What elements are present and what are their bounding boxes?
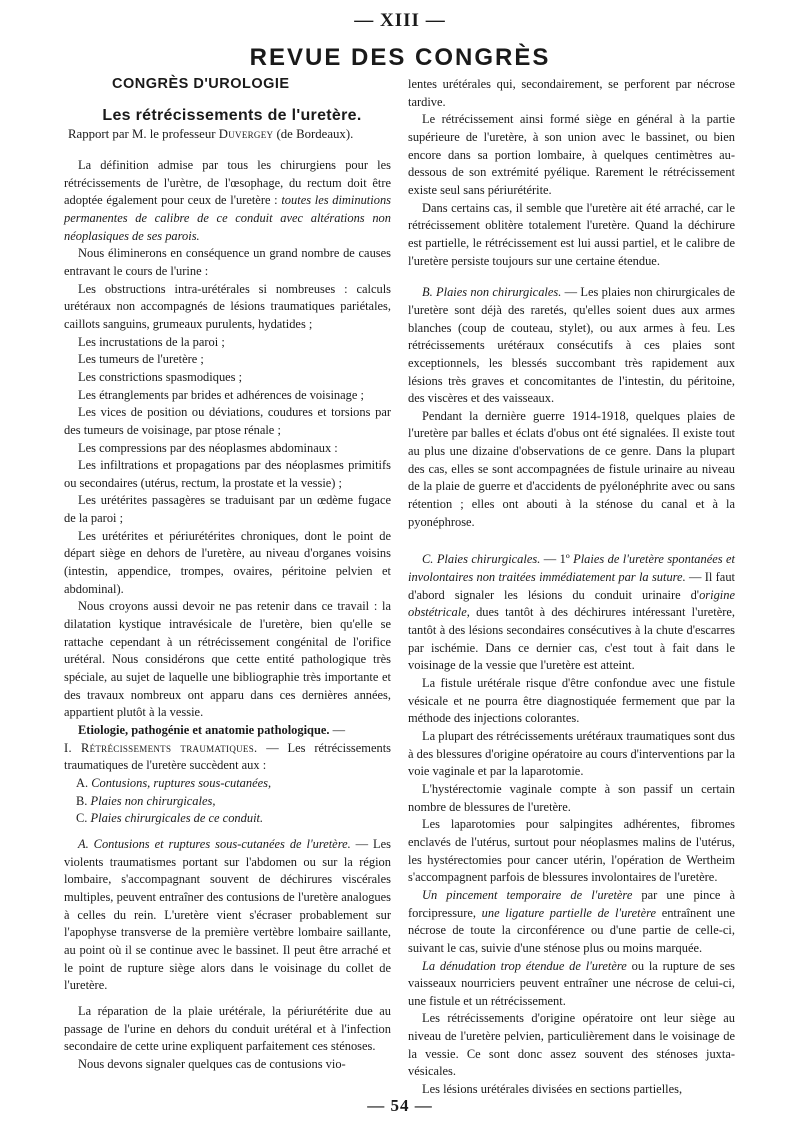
plaies-chirurgicales-text-end: , dues tantôt à des déchirures intéressant l'uretère, tantôt à des lésions secondaires consécutives à la chute d'escarres par ischémie. Dans ce dernier cas, c'est tout à fait dans le voisinage de la vessie que l'uretère est atteint. [408, 605, 735, 673]
paragraph-laparotomies: Les laparotomies pour salpingites adhérentes, fibromes enclavés de l'utérus, surtout pour néoplasmes malins de l'utérus, les hystérectomies pour cancer utérin, l'opération de Wertheim s'accompagnent parfois de blessures involontaires de l'uretère. [408, 817, 735, 885]
item-letter: C. [76, 811, 91, 826]
paragraph-siege: Le rétrécissement ainsi formé siège en général à la partie supérieure de l'uretère, à son union avec le bassinet, ou bien encore dans sa portion lombaire, à quelques centimètres au-dessous de son extrémité pyélique. Rarement le rétrécissement existe seul sans périurétérite. [408, 112, 735, 197]
byline-prefix: Rapport par M. le professeur [68, 127, 219, 141]
list-item-b [64, 793, 391, 811]
list-item: Les étranglements par brides et adhérences de voisinage ; [78, 387, 364, 402]
heading-dash: — [329, 723, 346, 737]
item-b-text: Plaies non chirurgicales, [90, 793, 216, 808]
paragraph-plaies-chirurgicales [408, 551, 735, 675]
right-column [408, 76, 735, 1099]
item-letter: A. [76, 775, 92, 790]
item-c-text: Plaies chirurgicales de ce conduit. [90, 811, 264, 826]
masthead-title: REVUE DES CONGRÈS [249, 44, 551, 71]
list-item: Les constrictions spasmodiques ; [78, 369, 243, 384]
paragraph-fistule: La fistule urétérale risque d'être confondue avec une fistule vésicale et ne pourra être diagnostiquée fermement que par la méthode des injections colorantes. [408, 676, 735, 726]
page-number: — 54 — [367, 1096, 433, 1115]
list-item: Les urétérites et périurétérites chroniques, dont le point de départ siège en dehors de l'uretère, au niveau d'organes voisins (intestin, appendice, trompes, ovaires, péritoine pelvien et abdominal). [64, 528, 391, 596]
paragraph-dilatation: Nous croyons aussi devoir ne pas retenir dans ce travail : la dilatation kystique intravésicale de l'uretère, bien qu'elle se rattache cependant à un rétrécissement congénital de l'orifice urétéral. Nous considérons que cette entité pathologique très spéciale, au sujet de laquelle une bibliographie très importante et des travaux nombreux ont apparu dans ces dernières années, appartient plutôt à la vessie. [64, 599, 391, 720]
etiologie-heading: Etiologie, pathogénie et anatomie pathologique. [78, 723, 330, 737]
paragraph-pincement [408, 887, 735, 958]
list-item: Les compressions par des néoplasmes abdominaux : [78, 440, 338, 455]
paragraph-denudation [408, 958, 735, 1011]
list-item: Les infiltrations et propagations par des néoplasmes primitifs ou secondaires (utérus, rectum, la prostate et la vessie) ; [64, 458, 391, 490]
list-item: Les urétérites passagères se traduisant par un œdème fugace de la paroi ; [64, 493, 391, 526]
article-title: Les rétrécissements de l'uretère. [102, 107, 362, 124]
origine-obstetricale: origine obstétricale [408, 587, 735, 620]
paragraph-hysterectomie: L'hystérectomie vaginale compte à son passif un certain nombre de blessures de l'uretère. [408, 781, 735, 814]
byline-author: Duvergey [218, 127, 274, 141]
pincement-text-end: entraînent une nécrose de toute la circonférence ou d'une partie de celle-ci, suivant le cas, suivie d'une sténose plus ou moins marquée. [408, 905, 736, 955]
definition-italic: toutes les diminutions permanentes de calibre de ce conduit avec altérations non néoplasiques de ses parois. [64, 193, 391, 243]
left-column [64, 157, 391, 1073]
traumatiques-heading: I. Rétrécissements traumatiques. [64, 740, 258, 755]
item-letter: B. [76, 793, 91, 808]
paragraph-origine-operatoire: Les rétrécissements d'origine opératoire ont leur siège au niveau de l'uretère pelvien, particulièrement dans le voisinage de la vessie. Ce sont donc assez souvent des sténoses juxta-vésicales. [408, 1011, 735, 1079]
ligature-italic: une ligature partielle de l'uretère [481, 905, 657, 920]
paragraph-guerre: Pendant la dernière guerre 1914-1918, quelques plaies de l'uretère par balles et éclats d'obus ont été signalées. Il existe tout au plus une dizaine d'observations de ce genre. Dans la plupart des cas, elles se sont accompagnées de fistule urinaire au niveau de la plaie de guerre et d'accidents de pyélonéphrite avec ou sans rétention ; elles ont abouti à la sténose du canal et à la pyonéphrose. [408, 408, 735, 529]
paragraph-lesions-divisees: Les lésions urétérales divisées en sections partielles, [422, 1082, 683, 1097]
paragraph-plupart: La plupart des rétrécissements urétéraux traumatiques sont dus à des blessures d'origine opératoire au cours d'interventions par la voie vaginale et par la laparotomie. [408, 728, 735, 779]
list-item: Les vices de position ou déviations, coudures et torsions par des tumeurs de voisinage, par ptose rénale ; [64, 405, 391, 437]
pincement-italic: Un pincement temporaire de l'uretère [422, 887, 633, 902]
contusions-heading: A. Contusions et ruptures sous-cutanées de l'uretère. [78, 836, 351, 851]
section-heading: CONGRÈS D'UROLOGIE [112, 76, 290, 92]
plaies-chirurgicales-number: — 1º [540, 552, 574, 567]
definition-text: La définition admise par tous les chirurgiens pour les rétrécissements de l'urètre, de l'œsophage, du rectum doit être adoptée également pour ceux de l'uretère : [64, 158, 391, 208]
paragraph-arrache: Dans certains cas, il semble que l'uretère ait été arraché, car le rétrécissement oblitère totalement l'uretère. Quand la déchirure est partielle, le rétrécissement est lui aussi partiel, et le calibre de l'uretère persiste toujours sur une certaine étendue. [408, 200, 735, 268]
plaies-non-chirurgicales-text: — Les plaies non chirurgicales de l'uretère sont déjà des raretés, qu'elles soient dues aux armes blanches (coup de couteau, stylet), ou aux armes à feu. Les rétrécissements urétéraux consécutifs à ces plaies sont exceptionnels, les blessés succombant très rapidement aux lésions très graves et concomitantes de l'intestin, du péritoine, des viscères et des vaisseaux. [408, 285, 735, 406]
denudation-text: ou la rupture de ses vaisseaux nourriciers peuvent entraîner une nécrose de celui-ci, une fistule et un rétrécissement. [408, 958, 735, 1008]
contusions-text: — Les violents traumatismes portant sur l'abdomen ou sur la région lombaire, s'accompagnant souvent de déchirures viscérales multiples, peuvent entraîner des contusions de l'uretère analogues à celles du rein. L'uretère vient s'écraser probablement sur l'apophyse transverse de la première vertèbre lombaire saillante, au point où il se continue avec le bassinet. Il peut être arraché et le point de rupture siège alors dans le voisinage du collet de l'uretère. [64, 836, 391, 993]
plaies-chirurgicales-heading: C. Plaies chirurgicales. [422, 552, 541, 567]
list-item: Les incrustations de la paroi ; [78, 334, 225, 349]
paragraph-traumatiques [64, 740, 391, 775]
paragraph-exclusions: Nous éliminerons en conséquence un grand nombre de causes entravant le cours de l'urine : [64, 246, 391, 278]
plaies-non-chirurgicales-heading: B. Plaies non chirurgicales. [422, 285, 562, 300]
item-a-text: Contusions, ruptures sous-cutanées, [91, 775, 272, 790]
article-byline [68, 127, 398, 142]
denudation-italic: La dénudation trop étendue de l'uretère [422, 958, 627, 973]
list-item-a [64, 775, 391, 793]
paragraph-definition [64, 157, 391, 245]
pincement-text: par une pince à forcipressure, [408, 887, 736, 920]
paragraph-contusions-violentes: Nous devons signaler quelques cas de contusions vio- [78, 1056, 346, 1071]
plaies-chirurgicales-subheading: Plaies de l'uretère spontanées et involontaires non traitées immédiatement par la suture. [408, 552, 736, 585]
plaies-chirurgicales-text: — Il faut d'abord signaler les lésions du conduit urinaire d' [408, 570, 735, 602]
paragraph-plaies-non-chirurgicales [408, 284, 735, 408]
header-roman-numeral: — XIII — [354, 10, 446, 31]
paragraph-reparation: La réparation de la plaie urétérale, la périurétérite due au passage de l'urine en dehors du conduit urétéral et à l'infection secondaire de cette urine expliquent parfaitement ces sténoses. [64, 1003, 391, 1054]
list-item: Les tumeurs de l'uretère ; [78, 352, 204, 367]
list-item-c [64, 810, 391, 828]
byline-suffix: (de Bordeaux). [273, 127, 354, 141]
paragraph-continuation: lentes urétérales qui, secondairement, se perforent par nécrose tardive. [408, 77, 735, 109]
paragraph-contusions [64, 836, 391, 995]
subheading-etiologie [64, 722, 391, 740]
list-item: Les obstructions intra-urétérales si nombreuses : calculs urétéraux non accompagnés de lésions traumatiques pariétales, caillots sanguins, grumeaux purulents, hydatides ; [64, 281, 391, 331]
traumatiques-text: — Les rétrécissements traumatiques de l'uretère succèdent aux : [64, 740, 392, 773]
